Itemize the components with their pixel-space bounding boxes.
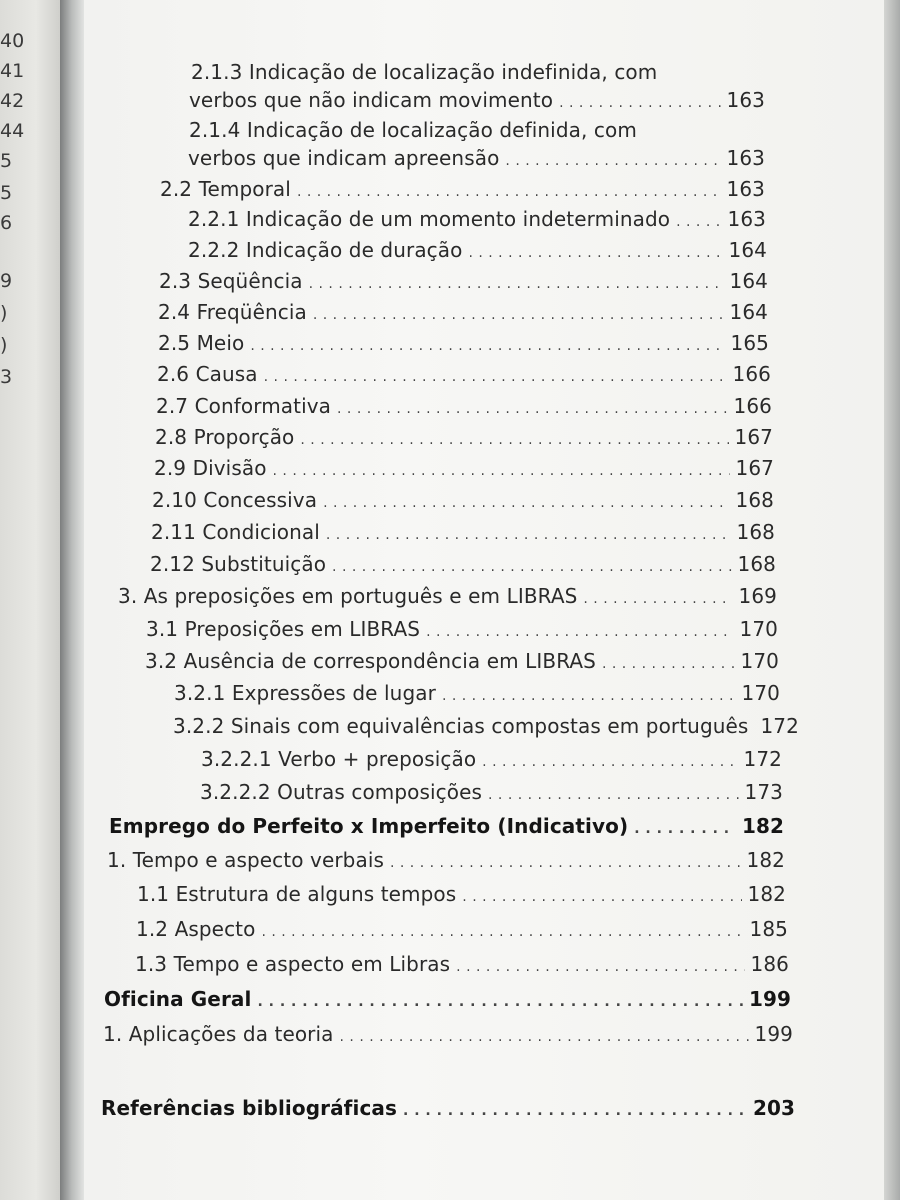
toc-page-number: 169 [738,584,777,608]
toc-entry-title: 2.9 Divisão [154,456,267,480]
left-page-number: 5 [0,182,13,204]
toc-entry [174,681,780,705]
dot-leader [313,307,724,323]
dot-leader [323,495,729,511]
toc-page-number: 164 [728,238,767,262]
dot-leader [309,276,724,292]
toc-page-number: 182 [746,848,785,872]
dot-leader [390,855,741,871]
toc-page-number: 172 [743,747,782,771]
toc-section-heading [109,814,784,838]
toc-section-heading [101,1096,795,1120]
toc-page-number: 168 [735,488,774,512]
dot-leader [462,889,741,905]
toc-page-number: 186 [750,952,789,976]
toc-entry-title: 1. Aplicações da teoria [103,1022,334,1046]
toc-page-number: 166 [732,362,771,386]
toc-entry [146,617,778,641]
toc-entry [135,952,789,976]
toc-entry [188,207,766,231]
toc-entry [157,362,771,386]
dot-leader [468,245,722,261]
toc-entry-title: 2.2.2 Indicação de duração [188,238,463,262]
dot-leader [488,787,738,803]
left-page-number: ) [0,302,8,324]
dot-leader [273,463,730,479]
dot-leader [250,338,724,354]
toc-page-number: 172 [760,714,799,738]
toc-entry [136,917,788,941]
toc-entry-title: 2.2.1 Indicação de um momento indeterminado [188,207,671,231]
dot-leader [442,688,736,704]
toc-page-number: 170 [741,681,780,705]
toc-entry-title: 1.1 Estrutura de alguns tempos [137,882,457,906]
dot-leader [337,401,727,417]
previous-page-edge [0,0,60,1200]
toc-entry-title: 3.2.2.1 Verbo + preposição [201,747,477,771]
toc-entry-title: 2.8 Proporção [155,425,295,449]
dot-leader [426,624,733,640]
dot-leader [326,527,731,543]
dot-leader [559,95,720,111]
toc-page-number: 199 [754,1022,793,1046]
dot-leader [257,994,742,1010]
toc-entry-title: 2.6 Causa [157,362,258,386]
dot-leader [602,656,735,672]
toc-page-number: 170 [740,649,779,673]
toc-entry-title: 1.3 Tempo e aspecto em Libras [135,952,451,976]
toc-page-number: 168 [736,520,775,544]
toc-entry [200,780,783,804]
toc-section-heading [104,987,791,1011]
toc-entry [154,456,774,480]
toc-entry [158,300,768,324]
left-page-number: 40 [0,30,25,52]
toc-entry-title: 3. As preposições em português e em LIBRAS [118,584,578,608]
toc-page-number: 163 [726,177,765,201]
toc-entry [201,747,782,771]
toc-entry-title: Emprego do Perfeito x Imperfeito (Indicativo) [109,814,629,838]
book-gutter [60,0,86,1200]
toc-entry [103,1022,793,1046]
toc-page-number: 199 [748,987,791,1011]
toc-entry-title: 2.1.4 Indicação de localização definida, com [189,118,637,142]
toc-entry [158,331,769,355]
dot-leader [261,924,743,940]
left-page-number: 6 [0,212,13,234]
toc-entry-title: 2.1.3 Indicação de localização indefinida, com [191,60,658,84]
toc-entry-title: 1.2 Aspecto [136,917,256,941]
toc-entry [173,714,799,738]
toc-entry [155,425,773,449]
toc-entry-title: 3.2.1 Expressões de lugar [174,681,436,705]
page-edge [884,0,900,1200]
toc-entry-title: Oficina Geral [104,987,252,1011]
toc-page-number: 170 [739,617,778,641]
toc-page-number: 182 [741,814,784,838]
toc-entry [107,848,785,872]
toc-page-number: 173 [744,780,783,804]
toc-page-number: 185 [749,917,788,941]
toc-entry-title: 2.12 Substituição [150,552,327,576]
toc-entry [189,118,749,142]
toc-entry-title: 2.11 Condicional [151,520,320,544]
left-page-number: 41 [0,60,25,82]
toc-entry [188,146,765,170]
toc-entry [151,520,775,544]
dot-leader [456,959,744,975]
dot-leader [676,214,721,230]
toc-page-number: 182 [747,882,786,906]
dot-leader [264,369,727,385]
dot-leader [403,1103,747,1119]
toc-entry-title: Referências bibliográficas [101,1096,397,1120]
toc-entry-title: 3.2.2.2 Outras composições [200,780,483,804]
toc-page-number: 203 [752,1096,795,1120]
toc-entry-title: 2.3 Seqüência [159,269,303,293]
left-page-number: 44 [0,120,25,142]
toc-entry-title: verbos que indicam apreensão [188,146,500,170]
dot-leader [505,153,720,169]
dot-leader [300,432,728,448]
toc-entry [145,649,779,673]
toc-entry [191,60,751,84]
toc-entry-title: 3.2 Ausência de correspondência em LIBRAS [145,649,596,673]
toc-page-number: 164 [729,300,768,324]
dot-leader [583,591,732,607]
toc-page-number: 163 [726,146,765,170]
toc-entry [118,584,777,608]
toc-page-number: 166 [733,394,772,418]
toc-entry-title: 2.10 Concessiva [152,488,318,512]
toc-entry-title: 2.4 Freqüência [158,300,307,324]
toc-entry-title: 3.1 Preposições em LIBRAS [146,617,421,641]
toc-entry [159,269,768,293]
dot-leader [340,1029,749,1045]
toc-entry-title: verbos que não indicam movimento [189,88,554,112]
toc-page-number: 168 [737,552,776,576]
toc-entry [189,88,765,112]
left-page-number: 42 [0,90,25,112]
toc-entry-title: 2.2 Temporal [160,177,291,201]
toc-page-number: 163 [727,207,766,231]
left-page-number: 9 [0,270,13,292]
toc-entry [150,552,776,576]
toc-entry-title: 3.2.2 Sinais com equivalências compostas em português [173,714,749,738]
dot-leader [634,821,736,837]
toc-page-number: 167 [735,456,774,480]
left-page-number: ) [0,334,8,356]
toc-entry [160,177,765,201]
toc-entry-title: 2.7 Conformativa [156,394,332,418]
toc-entry-title: 2.5 Meio [158,331,245,355]
left-page-number: 5 [0,150,13,172]
toc-page-number: 163 [726,88,765,112]
toc-entry [156,394,772,418]
dot-leader [482,754,737,770]
toc-page-number: 167 [734,425,773,449]
toc-entry [152,488,774,512]
toc-page-number: 164 [729,269,768,293]
left-page-number: 3 [0,366,13,388]
toc-entry-title: 1. Tempo e aspecto verbais [107,848,384,872]
toc-page-number: 165 [730,331,769,355]
toc-entry [137,882,786,906]
toc-entry [188,238,767,262]
dot-leader [297,184,721,200]
dot-leader [332,559,731,575]
